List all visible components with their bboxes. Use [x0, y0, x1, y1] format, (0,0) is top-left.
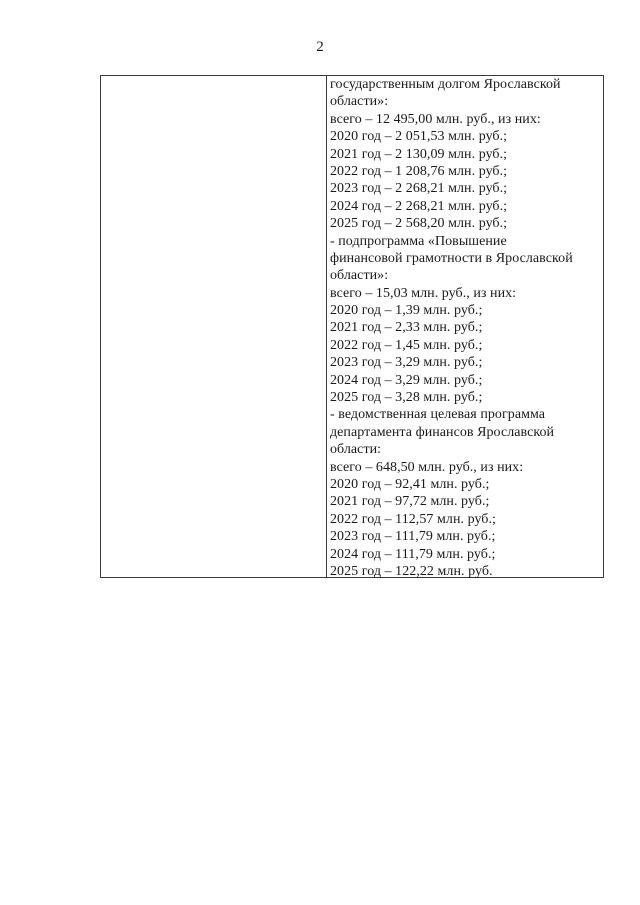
text-line: 2024 год – 2 268,21 млн. руб.; — [330, 198, 508, 214]
text-line: - ведомственная целевая программа — [330, 407, 546, 423]
text-line: 2025 год – 122,22 млн. руб. — [330, 563, 493, 579]
text-line: 2021 год – 2,33 млн. руб.; — [330, 320, 483, 336]
text-line: 2025 год – 2 568,20 млн. руб.; — [330, 216, 508, 232]
column-divider — [326, 76, 327, 577]
text-line: государственным долгом Ярославской — [330, 77, 561, 92]
text-line: департамента финансов Ярославской — [330, 424, 555, 440]
text-line: 2021 год – 97,72 млн. руб.; — [330, 494, 490, 510]
text-line: 2020 год – 92,41 млн. руб.; — [330, 476, 490, 492]
text-line: всего – 12 495,00 млн. руб., из них: — [330, 111, 541, 127]
text-line: 2025 год – 3,28 млн. руб.; — [330, 390, 483, 406]
text-line: 2024 год – 3,29 млн. руб.; — [330, 372, 483, 388]
text-line: области»: — [330, 268, 389, 284]
text-line: всего – 648,50 млн. руб., из них: — [330, 459, 524, 475]
text-line: - подпрограмма «Повышение — [330, 233, 507, 249]
text-line: финансовой грамотности в Ярославской — [330, 250, 573, 266]
text-line: 2023 год – 111,79 млн. руб.; — [330, 529, 496, 545]
text-line: 2020 год – 2 051,53 млн. руб.; — [330, 129, 508, 145]
text-line: 2022 год – 1,45 млн. руб.; — [330, 337, 483, 353]
text-line: всего – 15,03 млн. руб., из них: — [330, 285, 517, 301]
text-line: 2020 год – 1,39 млн. руб.; — [330, 303, 483, 319]
text-line: области»: — [330, 94, 389, 110]
text-line: 2022 год – 112,57 млн. руб.; — [330, 511, 496, 527]
text-line: 2023 год – 3,29 млн. руб.; — [330, 355, 483, 371]
text-line: 2021 год – 2 130,09 млн. руб.; — [330, 146, 508, 162]
page-number: 2 — [316, 39, 324, 55]
text-line: области: — [330, 442, 382, 458]
funding-lines-list — [330, 76, 597, 580]
text-line: 2024 год – 111,79 млн. руб.; — [330, 546, 496, 562]
text-line: 2023 год – 2 268,21 млн. руб.; — [330, 181, 508, 197]
text-line: 2022 год – 1 208,76 млн. руб.; — [330, 163, 508, 179]
right-cell-funding-text — [330, 76, 597, 577]
document-table — [100, 75, 604, 578]
